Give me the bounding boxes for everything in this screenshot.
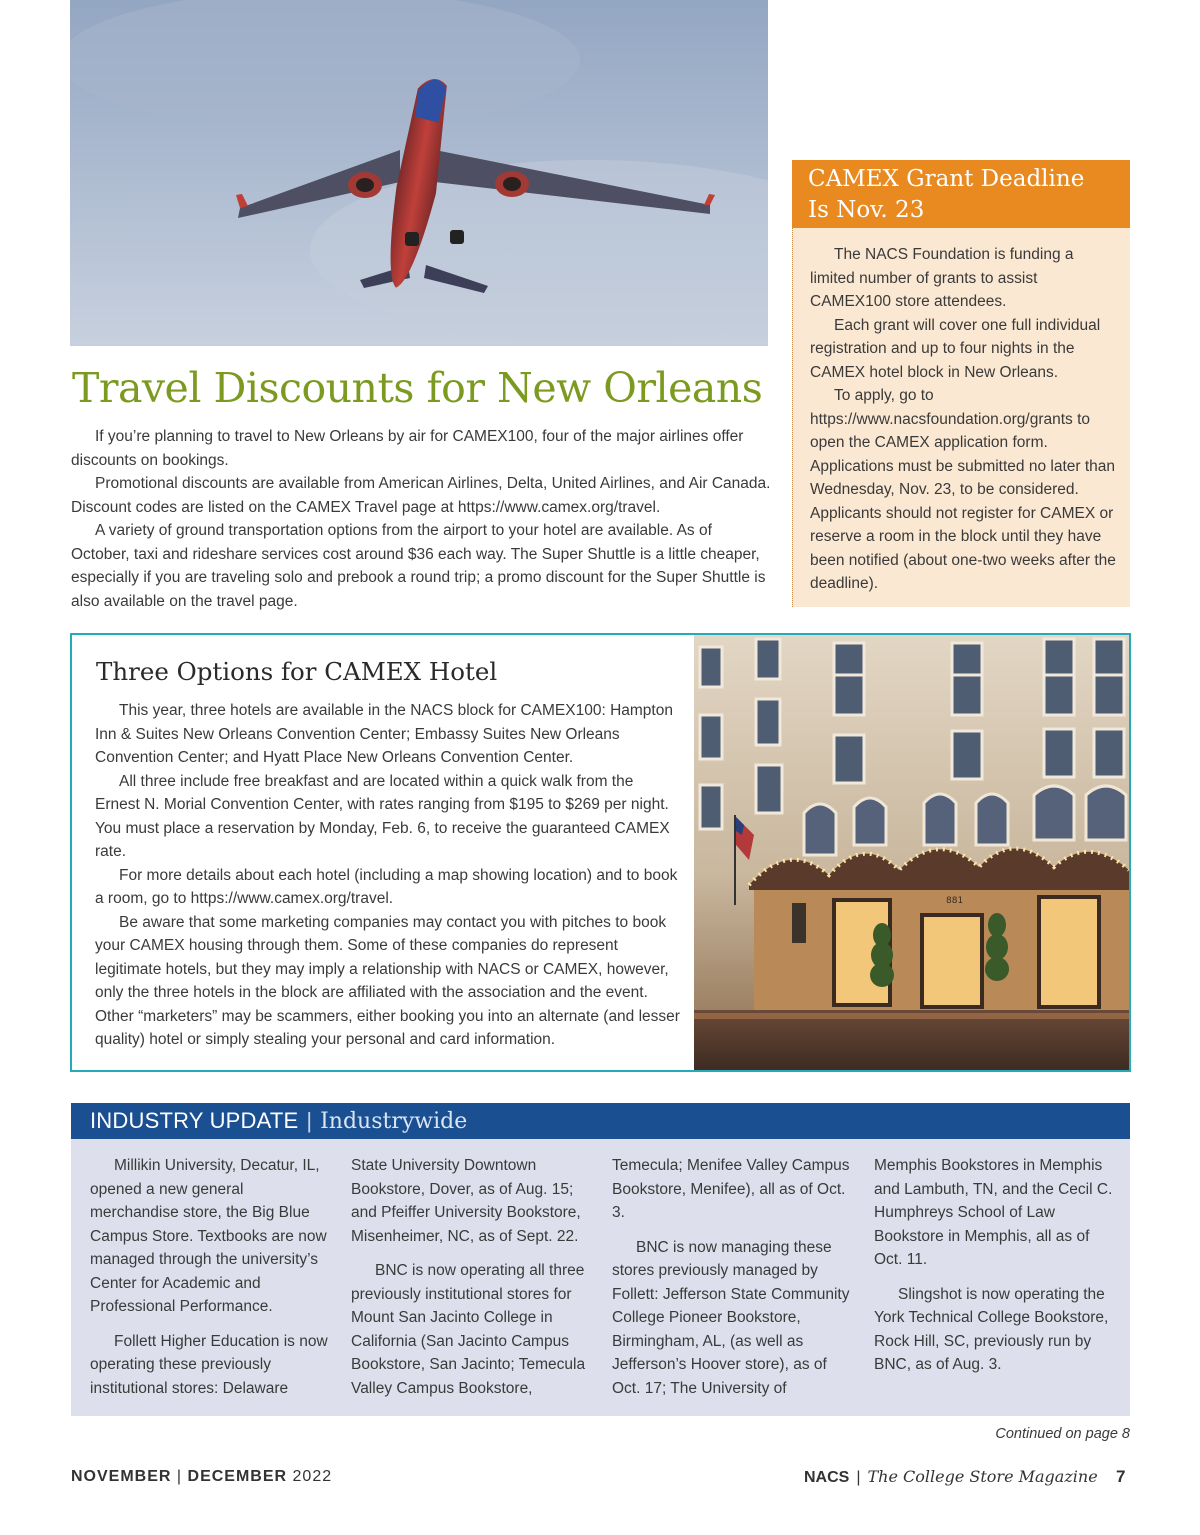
- airplane-icon: [70, 0, 768, 346]
- hotel-building-number: 881: [946, 896, 964, 906]
- footer-brand-separator: |: [856, 1469, 861, 1486]
- industry-separator: |: [306, 1108, 313, 1133]
- industry-paragraph: Slingshot is now operating the York Technical College Bookstore, Rock Hill, SC, previously run by BNC, as of Aug. 3.: [874, 1285, 1109, 1373]
- grant-paragraph: The NACS Foundation is funding a limited number of grants to assist CAMEX100 store attendees.: [810, 246, 1074, 310]
- industry-paragraph: State University Downtown Bookstore, Dover, as of Aug. 15; and Pfeiffer University Bookstore, Misenheimer, NC, as of Sept. 22.: [351, 1157, 581, 1245]
- industry-paragraph: BNC is now managing these stores previously managed by Follett: Jefferson State Community College Pioneer Bookstore, Birmingham, AL, (as well as Jefferson’s Hoover store), as of Oct. 17; The University of: [612, 1238, 850, 1397]
- hotel-box: [70, 633, 1131, 1072]
- grant-body: [792, 228, 1130, 607]
- page-number: 7: [1116, 1467, 1126, 1486]
- footer-year: 2022: [292, 1468, 333, 1485]
- grant-title-line2: Is Nov. 23: [808, 197, 925, 223]
- industry-paragraph: Memphis Bookstores in Memphis and Lambuth, TN, and the Cecil C. Humphreys School of Law Bookstore in Memphis, all as of Oct. 11.: [874, 1157, 1113, 1268]
- travel-title: Travel Discounts for New Orleans: [72, 364, 763, 412]
- industry-body: [71, 1139, 1130, 1416]
- hotel-building-icon: [694, 635, 1129, 1070]
- hotel-body: [95, 699, 681, 1052]
- continued-note: Continued on page 8: [995, 1426, 1130, 1442]
- grant-title-line1: CAMEX Grant Deadline: [808, 166, 1085, 192]
- footer-brand: [804, 1467, 1098, 1487]
- grant-header: [792, 160, 1130, 228]
- footer-nacs: NACS: [804, 1469, 850, 1486]
- industry-paragraph: BNC is now operating all three previously institutional stores for Mount San Jacinto College in California (San Jacinto Campus Bookstore, San Jacinto; Temecula Valley Campus Bookstore,: [351, 1262, 586, 1397]
- industry-column-3: [612, 1154, 857, 1411]
- industry-column-2: [351, 1154, 596, 1411]
- footer-month: NOVEMBER: [71, 1468, 172, 1485]
- travel-body: [71, 425, 771, 613]
- footer-month2: DECEMBER: [187, 1468, 288, 1485]
- grant-paragraph: To apply, go to https://www.nacsfoundation.org/grants to open the CAMEX application form. Applications must be submitted no later than Wednesday, Nov. 23, to be considered. Applicants should not register for CAMEX or reserve a room in the block until they have been notified (about one-two weeks after the deadline).: [810, 387, 1116, 592]
- travel-paragraph: If you’re planning to travel to New Orleans by air for CAMEX100, four of the major airlines offer discounts on bookings.: [71, 428, 744, 469]
- industry-title: INDUSTRY UPDATE: [90, 1108, 299, 1133]
- grant-paragraph: Each grant will cover one full individual registration and up to four nights in the CAMEX hotel block in New Orleans.: [810, 316, 1101, 381]
- travel-paragraph: A variety of ground transportation options from the airport to your hotel are available. As of October, taxi and rideshare services cost around $36 each way. The Super Shuttle is a little cheaper, especially if you are traveling solo and prebook a round trip; a promo discount for the Super Shuttle is also available on the travel page.: [71, 522, 766, 610]
- industry-paragraph: Millikin University, Decatur, IL, opened a new general merchandise store, the Big Blue Campus Store. Textbooks are now managed through the university’s Center for Academic and Professional Performance.: [90, 1157, 327, 1315]
- hotel-paragraph: For more details about each hotel (including a map showing location) and to book a room, go to https://www.camex.org/travel.: [95, 866, 678, 907]
- industry-subtitle: Industrywide: [320, 1108, 468, 1134]
- hotel-paragraph: Be aware that some marketing companies may contact you with pitches to book your CAMEX housing through them. Some of these companies do represent legitimate hotels, but they may imply a relationship with NACS or CAMEX, however, only the three hotels in the block are affiliated with the association and the event. Other “marketers” may be scammers, either booking you into an alternate (and lesser quality) hotel or simply stealing your personal and card information.: [95, 913, 680, 1048]
- industry-header: [71, 1103, 1130, 1139]
- industry-column-1: [90, 1154, 335, 1411]
- industry-paragraph: Follett Higher Education is now operating these previously institutional stores: Delaware: [90, 1332, 328, 1397]
- hotel-paragraph: This year, three hotels are available in the NACS block for CAMEX100: Hampton Inn & Suites New Orleans Convention Center; Embassy Suites New Orleans Convention Center; and Hyatt Place New Orleans Convention Center.: [95, 702, 673, 766]
- footer-separator: |: [176, 1468, 183, 1485]
- grant-sidebar: [792, 160, 1130, 607]
- hotel-title: Three Options for CAMEX Hotel: [96, 657, 498, 686]
- airplane-photo: [70, 0, 768, 346]
- travel-paragraph: Promotional discounts are available from American Airlines, Delta, United Airlines, and Air Canada. Discount codes are listed on the CAMEX Travel page at https://www.camex.org/travel.: [71, 475, 771, 516]
- footer-issue-date: [71, 1468, 332, 1486]
- industry-paragraph: Temecula; Menifee Valley Campus Bookstore, Menifee), all as of Oct. 3.: [612, 1157, 850, 1221]
- industry-column-4: [874, 1154, 1119, 1388]
- footer-magazine-name: The College Store Magazine: [867, 1467, 1098, 1486]
- hotel-paragraph: All three include free breakfast and are located within a quick walk from the Ernest N. Morial Convention Center, with rates ranging from $195 to $269 per night. You must place a reservation by Monday, Feb. 6, to receive the guaranteed CAMEX rate.: [95, 772, 670, 860]
- hotel-photo: [694, 635, 1129, 1070]
